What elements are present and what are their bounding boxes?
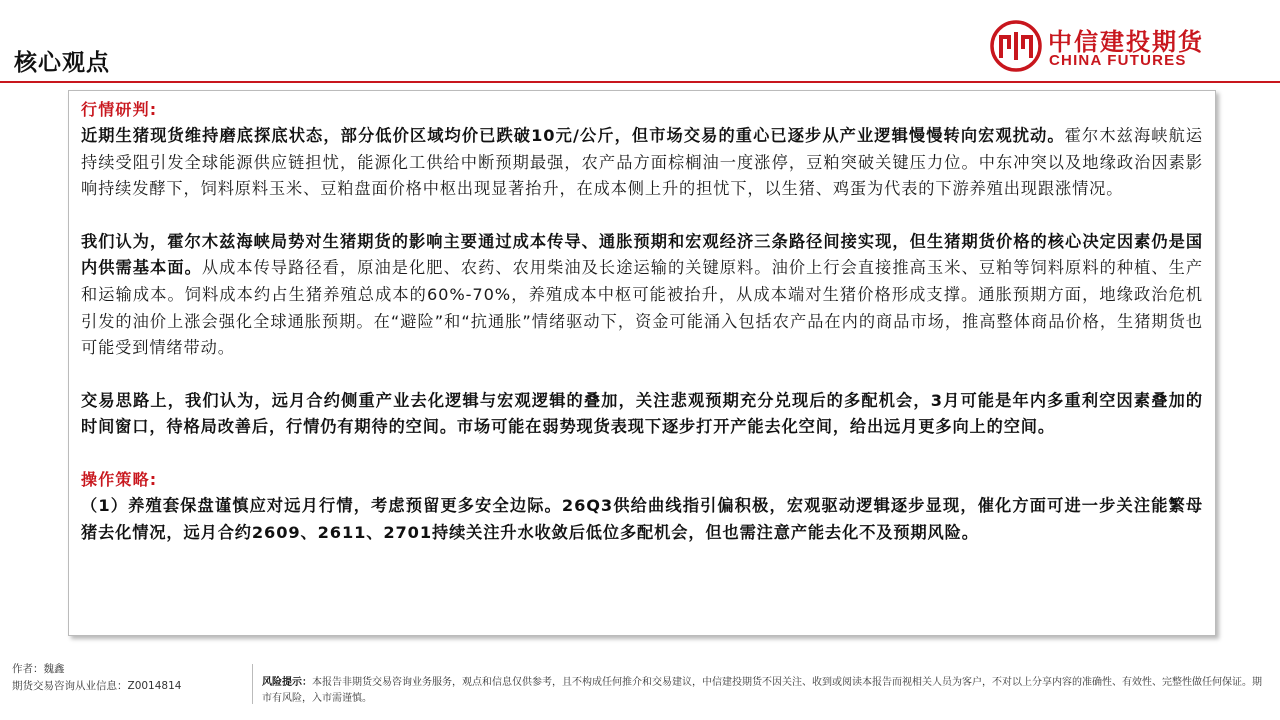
paragraph-gap bbox=[81, 203, 1203, 229]
paragraph-market-review bbox=[81, 123, 1203, 203]
footer-author-info bbox=[12, 661, 181, 695]
content-panel bbox=[68, 90, 1216, 636]
footer-risk-disclaimer bbox=[262, 675, 1262, 707]
paragraph-lead-bold: 交易思路上，我们认为，远月合约侧重产业去化逻辑与宏观逻辑的叠加，关注悲观预期充分兑现后的多配机会，3月可能是年内多重利空因素叠加的时间窗口，待格局改善后，行情仍有期待的空间。市场可能在弱势现货表现下逐步打开产能去化空间，给出远月更多向上的空间。 bbox=[81, 390, 1203, 437]
paragraph-view bbox=[81, 229, 1203, 362]
page-title: 核心观点 bbox=[14, 50, 110, 76]
paragraph-body: 从成本传导路径看，原油是化肥、农药、农用柴油及长途运输的关键原料。油价上行会直接推高玉米、豆粕等饲料原料的种植、生产和运输成本。饲料成本约占生猪养殖总成本的60%-70%，养殖成本中枢可能被抬升，从成本端对生猪价格形成支撑。通胀预期方面，地缘政治危机引发的油价上涨会强化全球通胀预期。在“避险”和“抗通胀”情绪驱动下，资金可能涌入包括农产品在内的商品市场，推高整体商品价格，生猪期货也可能受到情绪带动。 bbox=[81, 258, 1203, 358]
paragraph-gap bbox=[81, 362, 1203, 388]
section-heading-market: 行情研判: bbox=[81, 100, 158, 119]
paragraph-lead-bold: 近期生猪现货维持磨底探底状态，部分低价区域均价已跌破10元/公斤，但市场交易的重心已逐步从产业逻辑慢慢转向宏观扰动。 bbox=[81, 126, 1065, 145]
footer-license: 期货交易咨询从业信息：Z0014814 bbox=[12, 680, 182, 692]
paragraph-strategy bbox=[81, 493, 1203, 546]
risk-text: 本报告非期货交易咨询业务服务，观点和信息仅供参考，且不构成任何推介和交易建议，中信建投期货不因关注、收到或阅读本报告而视相关人员为客户，不对以上分享内容的准确性、有效性、完整性做任何保证。期市有风险，入市需谨慎。 bbox=[262, 677, 1262, 704]
paragraph-gap bbox=[81, 441, 1203, 467]
risk-label: 风险提示： bbox=[262, 677, 312, 688]
paragraph-lead-bold: 我们认为，霍尔木兹海峡局势对生猪期货的影响主要通过成本传导、通胀预期和宏观经济三条路径间接实现，但生猪期货价格的核心决定因素仍是国内供需基本面。 bbox=[81, 231, 1203, 278]
paragraph-trading-idea bbox=[81, 388, 1203, 441]
citic-logo-icon bbox=[990, 20, 1042, 72]
paragraph-lead-bold: （1）养殖套保盘谨慎应对远月行情，考虑预留更多安全边际。26Q3供给曲线指引偏积极，宏观驱动逻辑逐步显现，催化方面可进一步关注能繁母猪去化情况，远月合约2609、2611、2701持续关注升水收敛后低位多配机会，但也需注意产能去化不及预期风险。 bbox=[81, 495, 1203, 542]
company-logo bbox=[990, 18, 1230, 74]
footer-divider bbox=[252, 664, 253, 704]
paragraph-body: 霍尔木兹海峡航运持续受阻引发全球能源供应链担忧，能源化工供给中断预期最强，农产品方面棕榈油一度涨停，豆粕突破关键压力位。中东冲突以及地缘政治因素影响持续发酵下，饲料原料玉米、豆粕盘面价格中枢出现显著抬升，在成本侧上升的担忧下，以生猪、鸡蛋为代表的下游养殖出现跟涨情况。 bbox=[81, 126, 1204, 199]
logo-chinese-name: 中信建投期货 bbox=[1048, 28, 1204, 56]
header-divider bbox=[0, 81, 1280, 83]
section-heading-strategy: 操作策略: bbox=[81, 469, 158, 489]
logo-english-name: CHINA FUTURES bbox=[1049, 52, 1187, 69]
footer-author: 作者：魏鑫 bbox=[12, 663, 65, 675]
